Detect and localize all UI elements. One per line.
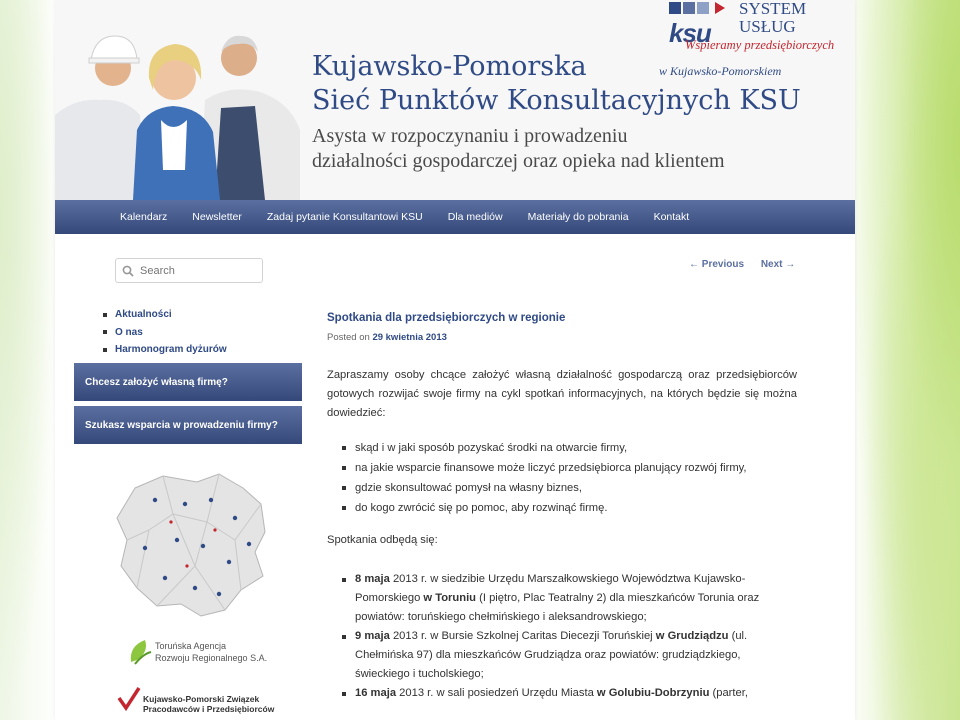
post-navigation bbox=[689, 259, 795, 270]
post-title[interactable]: Spotkania dla przedsiębiorczych w regionie bbox=[327, 312, 566, 324]
meeting-place: w Toruniu bbox=[423, 592, 477, 604]
search-input[interactable] bbox=[138, 264, 262, 278]
previous-post-link[interactable]: ← Previous bbox=[689, 259, 745, 270]
site-subtitle-line1: Asysta w rozpoczynaniu i prowadzeniu bbox=[312, 125, 628, 147]
post-meta bbox=[327, 332, 797, 343]
nav-item-dla-mediow[interactable]: Dla mediów bbox=[447, 211, 503, 223]
nav-item-materialy[interactable]: Materiały do pobrania bbox=[527, 211, 629, 223]
ksu-logo-system-text: SYSTEM USŁUG bbox=[739, 0, 807, 36]
main-navigation bbox=[55, 200, 855, 234]
site-title-line1: Kujawsko-Pomorska bbox=[312, 51, 587, 82]
meeting-date: 8 maja bbox=[355, 573, 390, 585]
star-checkmark-logo-icon bbox=[117, 686, 141, 712]
post-date-link[interactable]: 29 kwietnia 2013 bbox=[372, 332, 447, 343]
sidebar-links bbox=[103, 306, 227, 359]
partner-logo-tarr[interactable] bbox=[127, 636, 277, 670]
page-container bbox=[55, 0, 855, 720]
nav-item-kalendarz[interactable]: Kalendarz bbox=[120, 211, 168, 223]
ksu-logo-region: w Kujawsko-Pomorskiem bbox=[659, 64, 782, 78]
list-item: gdzie skonsultować pomysł na własny biznes, bbox=[342, 478, 797, 498]
bullet-icon bbox=[103, 330, 107, 334]
search-box bbox=[115, 258, 263, 283]
next-post-link[interactable]: Next → bbox=[760, 259, 796, 270]
leaf-logo-icon bbox=[127, 638, 153, 666]
meeting-item: 16 maja 2013 r. w sali posiedzeń Urzędu Miasta w Golubiu-Dobrzyniu (parter, bbox=[342, 684, 797, 703]
site-header bbox=[55, 0, 855, 200]
ksu-logo-word: ksu bbox=[669, 18, 711, 48]
bullet-icon bbox=[103, 348, 107, 352]
sidebar-link-o-nas[interactable]: O nas bbox=[103, 324, 227, 342]
nav-item-kontakt[interactable]: Kontakt bbox=[653, 211, 690, 223]
post-content bbox=[327, 312, 797, 703]
post-intro-paragraph: Zapraszamy osoby chcące założyć własną działalność gospodarczą oraz przedsiębiorców gotowych rozwijać swoje firmy na cykl spotkań informacyjnych, na których będzie się można dowiedzieć: bbox=[327, 369, 797, 419]
partner2-name: Kujawsko-Pomorski Związek Pracodawców i Przedsiębiorców bbox=[143, 694, 275, 714]
region-map[interactable] bbox=[115, 470, 270, 620]
sidebar-link-aktualnosci[interactable]: Aktualności bbox=[103, 306, 227, 324]
meeting-date: 16 maja bbox=[355, 687, 397, 699]
meeting-item: 8 maja 2013 r. w siedzibie Urzędu Marszałkowskiego Województwa Kujawsko-Pomorskiego w Toruniu (I piętro, Plac Teatralny 2) dla mieszkańców Torunia oraz powiatów: toruńskiego chełmińskiego i aleksandrowskiego; bbox=[342, 570, 797, 627]
list-item: do kogo zwrócić się po pomoc, aby rozwinąć firmę. bbox=[342, 498, 797, 518]
bullet-icon bbox=[103, 313, 107, 317]
partner1-name: Toruńska Agencja Rozwoju Regionalnego S.A. bbox=[155, 641, 268, 663]
meeting-place: w Grudziądzu bbox=[655, 630, 729, 642]
ksu-logo[interactable] bbox=[659, 0, 855, 86]
meeting-date: 9 maja bbox=[355, 630, 390, 642]
background-decoration-right bbox=[850, 0, 960, 720]
list-item: skąd i w jaki sposób pozyskać środki na otwarcie firmy, bbox=[342, 438, 797, 458]
header-people-photo bbox=[55, 20, 300, 200]
background-decoration-left bbox=[0, 0, 60, 720]
meetings-list bbox=[327, 570, 797, 703]
topics-list bbox=[327, 438, 797, 518]
site-title-line2: Sieć Punktów Konsultacyjnych KSU bbox=[312, 85, 801, 116]
list-item: na jakie wsparcie finansowe może liczyć przedsiębiorca planujący rozwój firmy, bbox=[342, 458, 797, 478]
start-business-button[interactable]: Chcesz założyć własną firmę? bbox=[74, 363, 302, 401]
partner-logo-kpzpip[interactable] bbox=[117, 686, 277, 720]
nav-item-zadaj-pytanie[interactable]: Zadaj pytanie Konsultantowi KSU bbox=[266, 211, 423, 223]
site-subtitle-line2: działalności gospodarczej oraz opieka nad klientem bbox=[312, 150, 725, 172]
ksu-logo-tagline: Wspieramy przedsiębiorczych bbox=[685, 38, 835, 52]
business-support-button[interactable]: Szukasz wsparcia w prowadzeniu firmy? bbox=[74, 406, 302, 444]
posted-on-label: Posted on bbox=[327, 332, 370, 343]
meeting-item: 9 maja 2013 r. w Bursie Szkolnej Caritas Diecezji Toruńskiej w Grudziądzu (ul. Chełmińska 97) dla mieszkańców Grudziądza oraz powiatów: grudziądzkiego, świeckiego i tucholskiego; bbox=[342, 627, 797, 684]
meetings-intro: Spotkania odbędą się: bbox=[327, 534, 438, 546]
search-icon bbox=[122, 265, 134, 277]
meeting-place: w Golubiu-Dobrzyniu bbox=[596, 687, 710, 699]
sidebar-link-harmonogram[interactable]: Harmonogram dyżurów bbox=[103, 341, 227, 359]
nav-item-newsletter[interactable]: Newsletter bbox=[192, 211, 242, 223]
